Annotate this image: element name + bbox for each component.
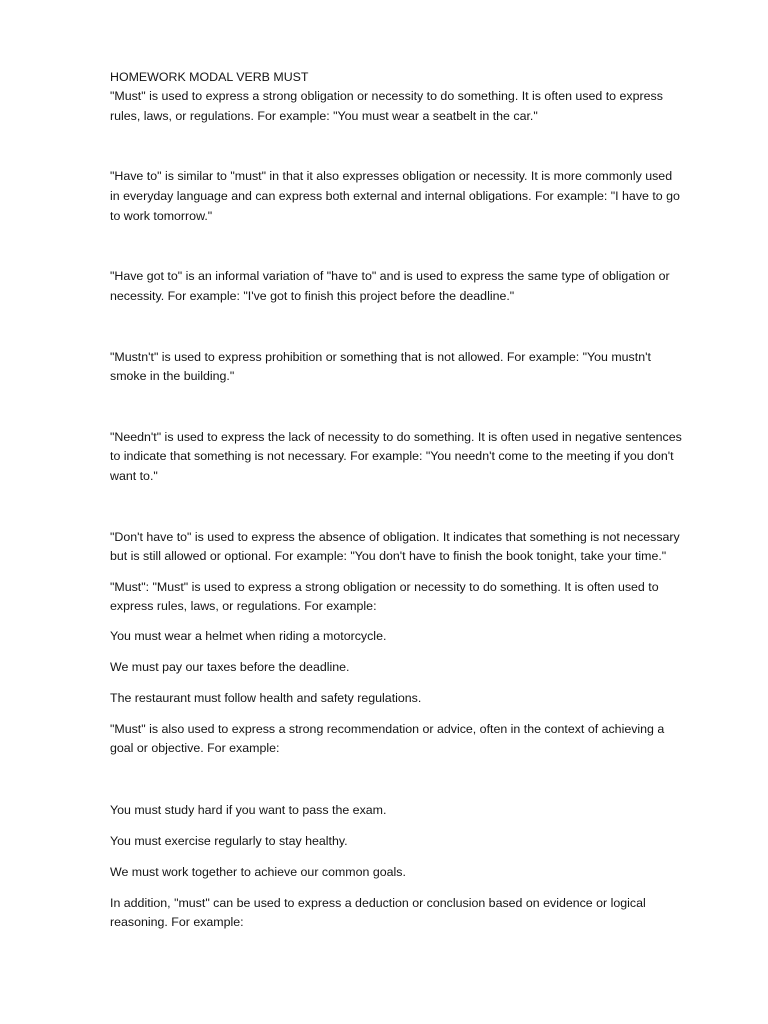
text-line: express rules, laws, or regulations. For example: — [110, 599, 377, 613]
text-line: In addition, "must" can be used to express a deduction or conclusion based on evidence or logical — [110, 896, 646, 910]
text-line: "Have got to" is an informal variation of "have to" and is used to express the same type of obligation or — [110, 269, 670, 283]
text-line: to work tomorrow." — [110, 209, 213, 223]
text-line: "Needn't" is used to express the lack of necessity to do something. It is often used in negative sentences — [110, 430, 682, 444]
text-line: goal or objective. For example: — [110, 741, 280, 755]
text-line: want to." — [110, 469, 158, 483]
text-line: "Mustn't" is used to express prohibition or something that is not allowed. For example: "You mustn't — [110, 350, 651, 364]
text-line: reasoning. For example: — [110, 915, 244, 929]
text-line: "Must" is used to express a strong obligation or necessity to do something. It is often used to express — [110, 89, 663, 103]
text-line: to indicate that something is not necessary. For example: "You needn't come to the meeting if you don't — [110, 449, 674, 463]
text-line: "Don't have to" is used to express the absence of obligation. It indicates that something is not necessary — [110, 530, 680, 544]
example-line: You must study hard if you want to pass the exam. — [110, 803, 387, 817]
example-line: The restaurant must follow health and safety regulations. — [110, 691, 422, 705]
text-line: in everyday language and can express both external and internal obligations. For example: "I have to go — [110, 189, 680, 203]
text-line: smoke in the building." — [110, 369, 235, 383]
example-line: You must exercise regularly to stay healthy. — [110, 834, 348, 848]
text-line: rules, laws, or regulations. For example: "You must wear a seatbelt in the car." — [110, 109, 538, 123]
text-line: "Have to" is similar to "must" in that it also expresses obligation or necessity. It is more commonly used — [110, 169, 673, 183]
text-line: but is still allowed or optional. For example: "You don't have to finish the book tonight, take your time." — [110, 549, 667, 563]
text-line: "Must": "Must" is used to express a strong obligation or necessity to do something. It is often used to — [110, 580, 659, 594]
text-line: "Must" is also used to express a strong recommendation or advice, often in the context of achieving a — [110, 722, 665, 736]
example-line: We must work together to achieve our common goals. — [110, 865, 406, 879]
example-line: We must pay our taxes before the deadline. — [110, 660, 350, 674]
text-line: necessity. For example: "I've got to finish this project before the deadline." — [110, 289, 515, 303]
example-line: You must wear a helmet when riding a motorcycle. — [110, 629, 387, 643]
document-title: HOMEWORK MODAL VERB MUST — [110, 70, 309, 84]
